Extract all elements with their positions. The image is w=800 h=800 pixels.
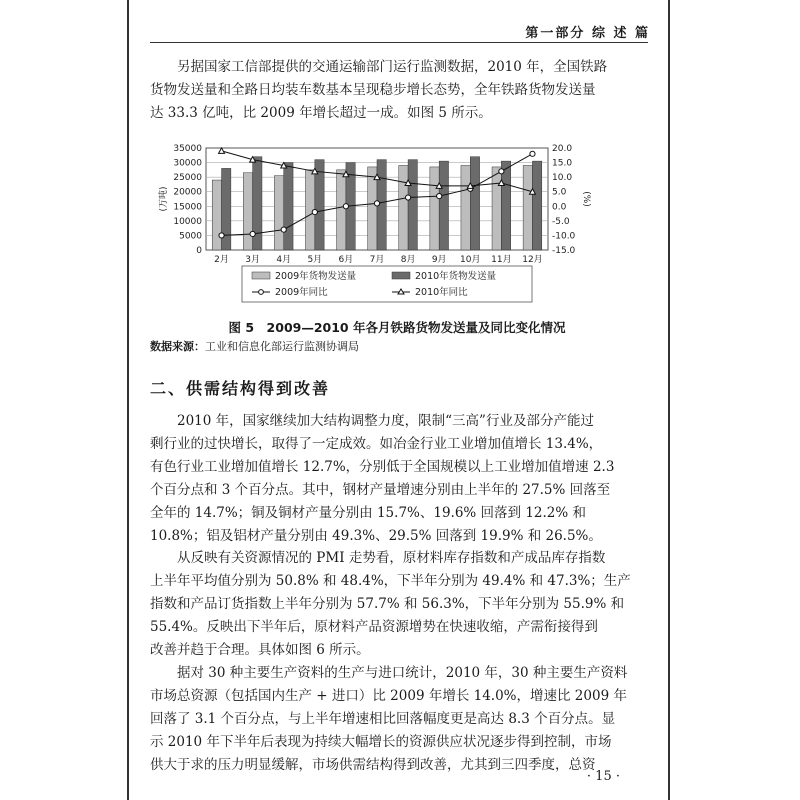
- bar-2010: [470, 157, 479, 250]
- bar-2010: [284, 163, 293, 250]
- bar-2010: [408, 160, 417, 250]
- paragraph-3: [150, 662, 644, 777]
- chart-svg: [150, 138, 620, 308]
- section-title: 二、供需结构得到改善: [150, 379, 331, 398]
- bar-2009: [523, 165, 532, 250]
- bar-2009: [243, 173, 252, 250]
- y-right-tick-label: 5.0: [552, 187, 567, 198]
- x-tick-label: 6月: [338, 255, 354, 265]
- header-rule: [150, 42, 648, 43]
- y-left-tick-label: 30000: [173, 158, 202, 169]
- point-2009-yoy: [312, 210, 317, 215]
- y-left-tick-label: 20000: [173, 187, 202, 198]
- source-label: 数据来源：: [150, 340, 205, 353]
- point-2009-yoy: [437, 193, 442, 198]
- legend-label: 2009年货物发送量: [275, 271, 357, 282]
- point-2009-yoy: [530, 151, 535, 156]
- bar-2009: [430, 167, 439, 250]
- x-tick-label: 7月: [369, 255, 385, 265]
- bar-2010: [532, 161, 541, 250]
- text-line: 示 2010 年下半年后表现为持续大幅增长的资源供应状况逐步得到控制，市场: [150, 734, 612, 750]
- y-left-tick-label: 5000: [179, 231, 202, 242]
- text-line: 全年的 14.7%；铜及铜材产量分别由 15.7%、19.6% 回落到 12.2% 和: [150, 505, 587, 521]
- y-left-tick-label: 25000: [173, 173, 202, 184]
- intro-paragraph: [150, 56, 644, 125]
- figure-caption: 图 5 2009—2010 年各月铁路货物发送量及同比变化情况: [228, 320, 566, 335]
- y-right-axis-title: (%): [581, 191, 591, 207]
- page-number: · 15 ·: [586, 769, 620, 784]
- point-2009-yoy: [281, 227, 286, 232]
- bar-2009: [492, 167, 501, 250]
- text-line: 改善并趋于合理。具体如图 6 所示。: [150, 642, 370, 658]
- text-line: 有色行业工业增加值增长 12.7%，分别低于全国规模以上工业增加值增速 2.3: [150, 459, 615, 475]
- point-2009-yoy: [219, 233, 224, 238]
- x-tick-label: 4月: [276, 255, 292, 265]
- text-line: 达 33.3 亿吨，比 2009 年增长超过一成。如图 5 所示。: [150, 105, 492, 121]
- x-tick-label: 2月: [214, 255, 229, 265]
- page-edge-left: [127, 0, 129, 800]
- legend-label: 2010年同比: [415, 287, 468, 298]
- x-tick-label: 3月: [245, 255, 261, 265]
- text-line: 55.4%。反映出下半年后，原材料产品资源增势在快速收缩，产需衔接得到: [150, 619, 598, 635]
- y-right-tick-label: 10.0: [552, 173, 573, 184]
- point-2009-yoy: [374, 201, 379, 206]
- x-tick-label: 8月: [400, 255, 416, 265]
- legend-swatch: [392, 272, 410, 279]
- text-line: 指数和产品订货指数上半年分别为 57.7% 和 56.3%，下半年分别为 55.9% 和: [150, 596, 625, 612]
- text-line: 10.8%；铝及铝材产量分别由 49.3%、29.5% 回落到 19.9% 和 26.5%。: [150, 528, 602, 544]
- bar-2010: [439, 161, 448, 250]
- y-left-tick-label: 10000: [173, 216, 202, 227]
- y-right-tick-label: 20.0: [552, 144, 573, 154]
- legend-label: 2010年货物发送量: [415, 271, 497, 282]
- page-edge-right: [668, 0, 670, 800]
- y-right-tick-label: -15.0: [552, 246, 576, 256]
- point-2009-yoy: [499, 169, 504, 174]
- x-tick-label: 9月: [431, 255, 447, 265]
- text-line: 另据国家工信部提供的交通运输部门运行监测数据，2010 年，全国铁路: [177, 59, 608, 75]
- text-line: 回落了 3.1 个百分点，与上半年增速相比回落幅度更是高达 8.3 个百分点。显: [150, 711, 616, 727]
- x-tick-label: 12月: [522, 255, 543, 265]
- bar-2009: [274, 176, 283, 250]
- y-right-tick-label: 15.0: [552, 158, 573, 169]
- point-2009-yoy: [405, 195, 410, 200]
- y-left-tick-label: 35000: [173, 144, 202, 154]
- x-tick-label: 11月: [491, 255, 512, 265]
- y-left-axis-title: (万吨): [159, 186, 169, 212]
- bar-2010: [501, 161, 510, 250]
- source-text: 工业和信息化部运行监测协调局: [205, 340, 359, 353]
- bar-2009: [461, 165, 470, 250]
- text-line: 上半年平均值分别为 50.8% 和 48.4%，下半年分别为 49.4% 和 47.3%；生产: [150, 573, 631, 589]
- text-line: 2010 年，国家继续加大结构调整力度，限制“三高”行业及部分产能过: [177, 413, 594, 429]
- y-left-tick-label: 0: [196, 246, 202, 256]
- figure-source: [150, 338, 644, 354]
- x-tick-label: 10月: [460, 255, 481, 265]
- y-right-tick-label: -5.0: [552, 216, 570, 227]
- text-line: 市场总资源（包括国内生产 + 进口）比 2009 年增长 14.0%，增速比 2009 年: [150, 688, 627, 704]
- bar-2009: [212, 180, 221, 250]
- text-line: 剩行业的过快增长，取得了一定成效。如冶金行业工业增加值增长 13.4%，: [150, 436, 603, 452]
- legend-swatch: [252, 272, 270, 279]
- y-right-tick-label: -10.0: [552, 231, 576, 242]
- text-line: 个百分点和 3 个百分点。其中，钢材产量增速分别由上半年的 27.5% 回落至: [150, 482, 611, 498]
- legend-label: 2009年同比: [275, 287, 328, 298]
- figure-5-chart: [150, 138, 620, 308]
- point-2009-yoy: [250, 231, 255, 236]
- point-2009-yoy: [343, 204, 348, 209]
- legend-marker: [259, 290, 264, 295]
- x-tick-label: 5月: [307, 255, 323, 265]
- text-line: 据对 30 种主要生产资料的生产与进口统计，2010 年，30 种主要生产资料: [177, 665, 628, 681]
- text-line: 供大于求的压力明显缓解，市场供需结构得到改善，尤其到三四季度，总资: [150, 757, 596, 773]
- y-left-tick-label: 15000: [173, 202, 202, 213]
- text-line: 从反映有关资源情况的 PMI 走势看，原材料库存指数和产成品库存指数: [177, 550, 606, 566]
- text-line: 货物发送量和全路日均装车数基本呈现稳步增长态势，全年铁路货物发送量: [150, 82, 596, 98]
- paragraph-2: [150, 547, 644, 662]
- y-right-tick-label: 0.0: [552, 202, 567, 213]
- paragraph-1: [150, 410, 644, 548]
- running-head: 第一部分 综 述 篇: [525, 26, 650, 41]
- bar-2009: [337, 170, 346, 250]
- bar-2009: [399, 165, 408, 250]
